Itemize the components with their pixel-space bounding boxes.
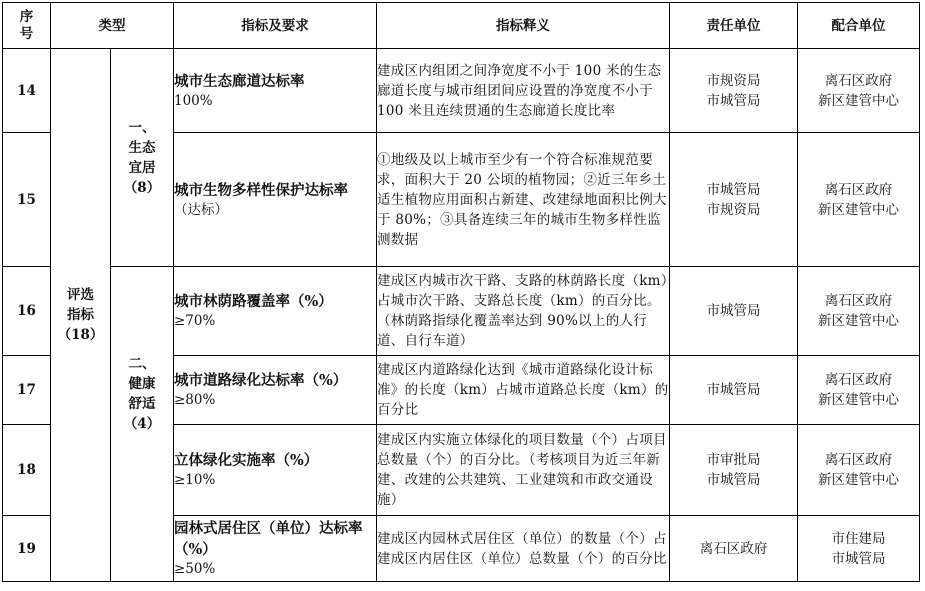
indicator-requirement: ≥10% <box>174 472 216 488</box>
category-label-line2: 指标 <box>67 307 94 323</box>
indicator-cell <box>174 49 377 133</box>
header-row <box>3 3 920 49</box>
cooperating-cell <box>798 267 920 356</box>
subcategory-line2: 生态 <box>128 139 156 156</box>
subcategory-line4: （8） <box>123 179 161 196</box>
indicator-table <box>2 2 920 582</box>
responsible-unit: 市规资局 <box>706 72 761 89</box>
indicator-name: 园林式居住区（单位）达标率（%） <box>174 520 363 558</box>
indicator-cell <box>174 267 377 356</box>
responsible-unit: 市城管局 <box>706 92 761 109</box>
indicator-name: 城市生物多样性保护达标率 <box>174 181 348 199</box>
subcategory-cell <box>111 267 174 582</box>
row-index: 17 <box>3 356 51 425</box>
indicator-name: 城市生态廊道达标率 <box>174 72 305 90</box>
subcategory-line1: 一、 <box>128 119 156 136</box>
definition-cell: 建成区内实施立体绿化的项目数量（个）占项目总数量（个）的百分比。（考核项目为近三年新建、改建的公共建筑、工业建筑和市政交通设施） <box>377 425 670 516</box>
cooperating-unit: 市城管局 <box>831 550 886 567</box>
responsible-cell <box>670 425 798 516</box>
definition-cell: 建成区内组团之间净宽度不小于 100 米的生态廊道长度与城市组团间应设置的净宽度不小于 100 米且连续贯通的生态廊道长度比率 <box>377 49 670 133</box>
subcategory-cell <box>111 49 174 267</box>
row-index: 19 <box>3 516 51 582</box>
cooperating-unit: 离石区政府 <box>824 293 893 309</box>
indicator-cell <box>174 425 377 516</box>
category-label-line3: （18） <box>57 327 104 343</box>
indicator-requirement: ≥80% <box>174 392 216 408</box>
responsible-cell <box>670 356 798 425</box>
header-definition: 指标释义 <box>377 3 670 49</box>
indicator-cell <box>174 356 377 425</box>
subcategory-line1: 二、 <box>128 356 156 372</box>
header-cooperating: 配合单位 <box>798 3 920 49</box>
table-row <box>3 267 920 356</box>
header-indicator: 指标及要求 <box>174 3 377 49</box>
cooperating-unit: 离石区政府 <box>824 452 893 468</box>
indicator-name: 城市林荫路覆盖率（%） <box>174 293 333 310</box>
definition-cell: 建成区内城市次干路、支路的林荫路长度（km）占城市次干路、支路总长度（km）的百分比。（林荫路指绿化覆盖率达到 90%以上的人行道、自行车道） <box>377 267 670 356</box>
responsible-unit: 市审批局 <box>706 452 761 468</box>
indicator-requirement: ≥70% <box>174 313 216 329</box>
cooperating-cell <box>798 516 920 582</box>
cooperating-unit: 离石区政府 <box>824 72 893 89</box>
responsible-unit: 市城管局 <box>706 382 761 398</box>
subcategory-line3: 宜居 <box>128 159 156 176</box>
subcategory-line2: 健康 <box>128 376 156 392</box>
responsible-unit: 市城管局 <box>706 472 761 488</box>
table-row <box>3 49 920 133</box>
indicator-requirement: ≥50% <box>174 561 216 577</box>
definition-cell: 建成区内道路绿化达到《城市道路绿化设计标准》的长度（km）占城市道路总长度（km）的百分比 <box>377 356 670 425</box>
indicator-name: 城市道路绿化达标率（%） <box>174 372 348 389</box>
cooperating-cell <box>798 49 920 133</box>
header-index <box>3 3 51 49</box>
header-index-line1: 序 <box>19 8 34 25</box>
responsible-unit: 市城管局 <box>706 181 761 198</box>
header-type: 类型 <box>51 3 174 49</box>
cooperating-cell <box>798 133 920 267</box>
cooperating-unit: 新区建管中心 <box>818 313 899 329</box>
cooperating-unit: 新区建管中心 <box>818 201 899 218</box>
row-index: 16 <box>3 267 51 356</box>
definition-cell: 建成区内园林式居住区（单位）的数量（个）占建成区内居住区（单位）总数量（个）的百分比 <box>377 516 670 582</box>
header-index-line2: 号 <box>19 25 34 42</box>
cooperating-unit: 新区建管中心 <box>818 92 899 109</box>
responsible-cell <box>670 49 798 133</box>
row-index: 14 <box>3 49 51 133</box>
indicator-cell <box>174 516 377 582</box>
cooperating-unit: 离石区政府 <box>824 181 893 198</box>
subcategory-line4: （4） <box>123 416 161 432</box>
category-label-line1: 评选 <box>67 287 94 303</box>
responsible-unit: 市城管局 <box>706 303 761 319</box>
indicator-requirement: 100% <box>174 92 213 109</box>
responsible-cell <box>670 133 798 267</box>
row-index: 18 <box>3 425 51 516</box>
indicator-cell <box>174 133 377 267</box>
cooperating-unit: 新区建管中心 <box>818 392 899 408</box>
cooperating-unit: 市住建局 <box>831 530 886 547</box>
cooperating-cell <box>798 425 920 516</box>
indicator-name: 立体绿化实施率（%） <box>174 452 319 469</box>
cooperating-cell <box>798 356 920 425</box>
indicator-requirement: （达标） <box>174 201 228 218</box>
responsible-cell <box>670 516 798 582</box>
category-cell <box>51 49 111 582</box>
row-index: 15 <box>3 133 51 267</box>
subcategory-line3: 舒适 <box>128 396 156 412</box>
cooperating-unit: 离石区政府 <box>824 372 893 388</box>
definition-cell: ①地级及以上城市至少有一个符合标准规范要求，面积大于 20 公顷的植物园；②近三年乡土适生植物应用面积占新建、改建绿地面积比例大于 80%；③具备连续三年的城市生物多样性监测数据 <box>377 133 670 267</box>
responsible-unit: 离石区政府 <box>699 540 768 557</box>
responsible-unit: 市规资局 <box>706 201 761 218</box>
responsible-cell <box>670 267 798 356</box>
cooperating-unit: 新区建管中心 <box>818 472 899 488</box>
header-responsible: 责任单位 <box>670 3 798 49</box>
